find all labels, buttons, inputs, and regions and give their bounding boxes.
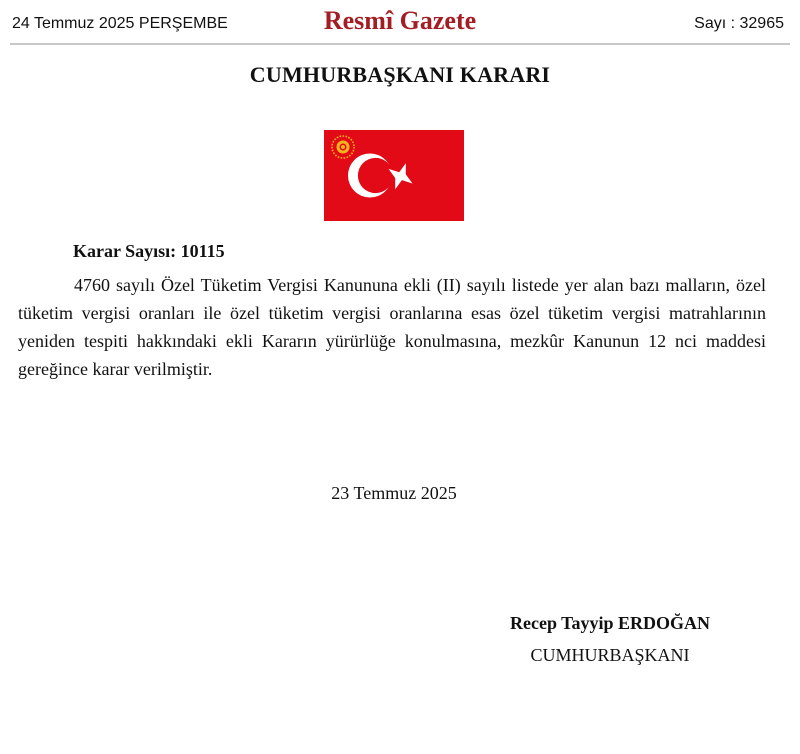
- signing-date: 23 Temmuz 2025: [331, 483, 457, 503]
- flag-graphic: [324, 130, 464, 221]
- issue-date: 24 Temmuz 2025 PERŞEMBE: [12, 15, 228, 32]
- document-title: CUMHURBAŞKANI KARARI: [249, 62, 551, 87]
- decision-number: Karar Sayısı: 10115: [73, 241, 225, 261]
- signature-block: [490, 611, 730, 667]
- signer-name: Recep Tayyip ERDOĞAN: [509, 613, 711, 633]
- turkish-flag-icon: [324, 130, 464, 221]
- header-divider: [10, 43, 790, 45]
- gazette-title: Resmî Gazete: [323, 6, 477, 35]
- signer-title: CUMHURBAŞKANI: [530, 645, 690, 665]
- decision-body-text: 4760 sayılı Özel Tüketim Vergisi Kanununa ekli (II) sayılı listede yer alan bazı malların, özel tüketim vergisi oranları ile özel tüketim vergisi oranlarına esas özel tüketim vergisi matrahlarının yeniden tespiti hakkındaki ekli Kararın yürürlüğe konulmasına, mezkûr Kanunun 12 nci maddesi gereğince karar verilmiştir.: [18, 275, 766, 379]
- gazette-header: [0, 0, 800, 44]
- issue-number: Sayı : 32965: [694, 15, 784, 32]
